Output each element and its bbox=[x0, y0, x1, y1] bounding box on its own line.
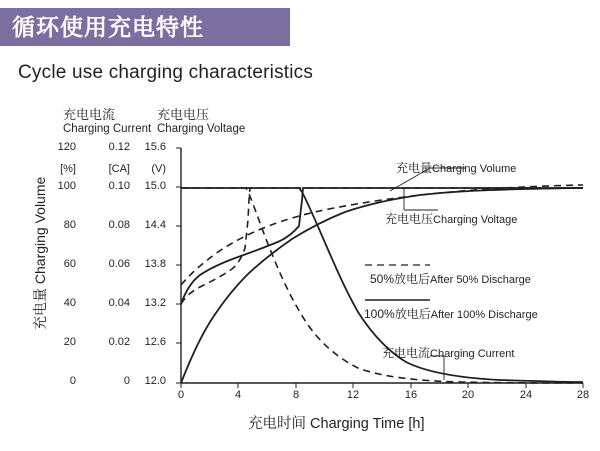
axis-label-volume-cn: 充电量 bbox=[32, 288, 48, 330]
xtick-24: 24 bbox=[519, 389, 533, 401]
annotation-current-en: Charging Current bbox=[430, 348, 515, 360]
xtick-28: 28 bbox=[576, 389, 590, 401]
ytick-voltage-120: 12.0 bbox=[144, 375, 166, 387]
annotation-volume-cn: 充电量 bbox=[396, 161, 433, 175]
ytick-voltage-126: 12.6 bbox=[144, 336, 166, 348]
xtick-0: 0 bbox=[177, 389, 185, 401]
ytick-current-006: 0.06 bbox=[108, 258, 130, 270]
annotation-after50 bbox=[370, 270, 531, 287]
annotation-voltage-cn: 充电电压 bbox=[385, 212, 434, 226]
annotation-current bbox=[382, 344, 514, 361]
annotation-after50-en: After 50% Discharge bbox=[430, 274, 531, 286]
ytick-current-010: 0.10 bbox=[108, 180, 130, 192]
axis-head-voltage-cn: 充电电压 bbox=[157, 107, 210, 122]
unit-percent: [%] bbox=[60, 163, 76, 175]
ytick-volume-0: 0 bbox=[69, 375, 76, 387]
ytick-volume-40: 40 bbox=[63, 297, 76, 309]
ytick-volume-60: 60 bbox=[63, 258, 76, 270]
y-tick-marks bbox=[176, 148, 181, 383]
ytick-volume-20: 20 bbox=[63, 336, 76, 348]
xtick-4: 4 bbox=[234, 389, 242, 401]
annotation-after100 bbox=[364, 305, 538, 322]
annotation-after100-cn: 100%放电后 bbox=[364, 307, 431, 321]
axis-head-current-cn: 充电电流 bbox=[63, 107, 116, 122]
annotation-after50-cn: 50%放电后 bbox=[370, 272, 431, 286]
annotation-volume bbox=[396, 159, 516, 176]
annotation-voltage bbox=[385, 210, 517, 227]
annotation-volume-en: Charging Volume bbox=[432, 163, 517, 175]
axis-label-volume-en: Charging Volume bbox=[32, 176, 48, 285]
ytick-current-002: 0.02 bbox=[108, 336, 130, 348]
ytick-current-008: 0.08 bbox=[108, 219, 130, 231]
x-tick-marks bbox=[181, 383, 583, 388]
xtick-20: 20 bbox=[461, 389, 475, 401]
xtick-8: 8 bbox=[292, 389, 300, 401]
ytick-volume-100: 100 bbox=[57, 180, 76, 192]
ytick-current-012: 0.12 bbox=[108, 141, 130, 153]
axis-label-time: 充电时间 Charging Time [h] bbox=[248, 416, 425, 432]
unit-volt: (V) bbox=[151, 163, 166, 175]
annotation-current-cn: 充电电流 bbox=[382, 346, 431, 360]
ytick-current-0: 0 bbox=[123, 375, 130, 387]
ytick-voltage-150: 15.0 bbox=[144, 180, 166, 192]
annotation-voltage-en: Charging Voltage bbox=[433, 214, 518, 226]
ytick-voltage-144: 14.4 bbox=[144, 219, 166, 231]
page-subtitle-en: Cycle use charging characteristics bbox=[18, 62, 314, 83]
unit-ca: [CA] bbox=[108, 163, 130, 175]
xtick-12: 12 bbox=[346, 389, 360, 401]
ytick-volume-80: 80 bbox=[63, 219, 76, 231]
axis-head-current-en: Charging Current bbox=[63, 123, 152, 135]
page-title-cn: 循环使用充电特性 bbox=[12, 14, 204, 40]
ytick-voltage-156: 15.6 bbox=[144, 141, 166, 153]
xtick-16: 16 bbox=[404, 389, 418, 401]
ytick-voltage-132: 13.2 bbox=[144, 297, 166, 309]
ytick-volume-120: 120 bbox=[57, 141, 76, 153]
axis-head-voltage-en: Charging Voltage bbox=[157, 123, 246, 135]
ytick-voltage-138: 13.8 bbox=[144, 258, 166, 270]
ytick-current-004: 0.04 bbox=[108, 297, 130, 309]
annotation-after100-en: After 100% Discharge bbox=[430, 309, 538, 321]
